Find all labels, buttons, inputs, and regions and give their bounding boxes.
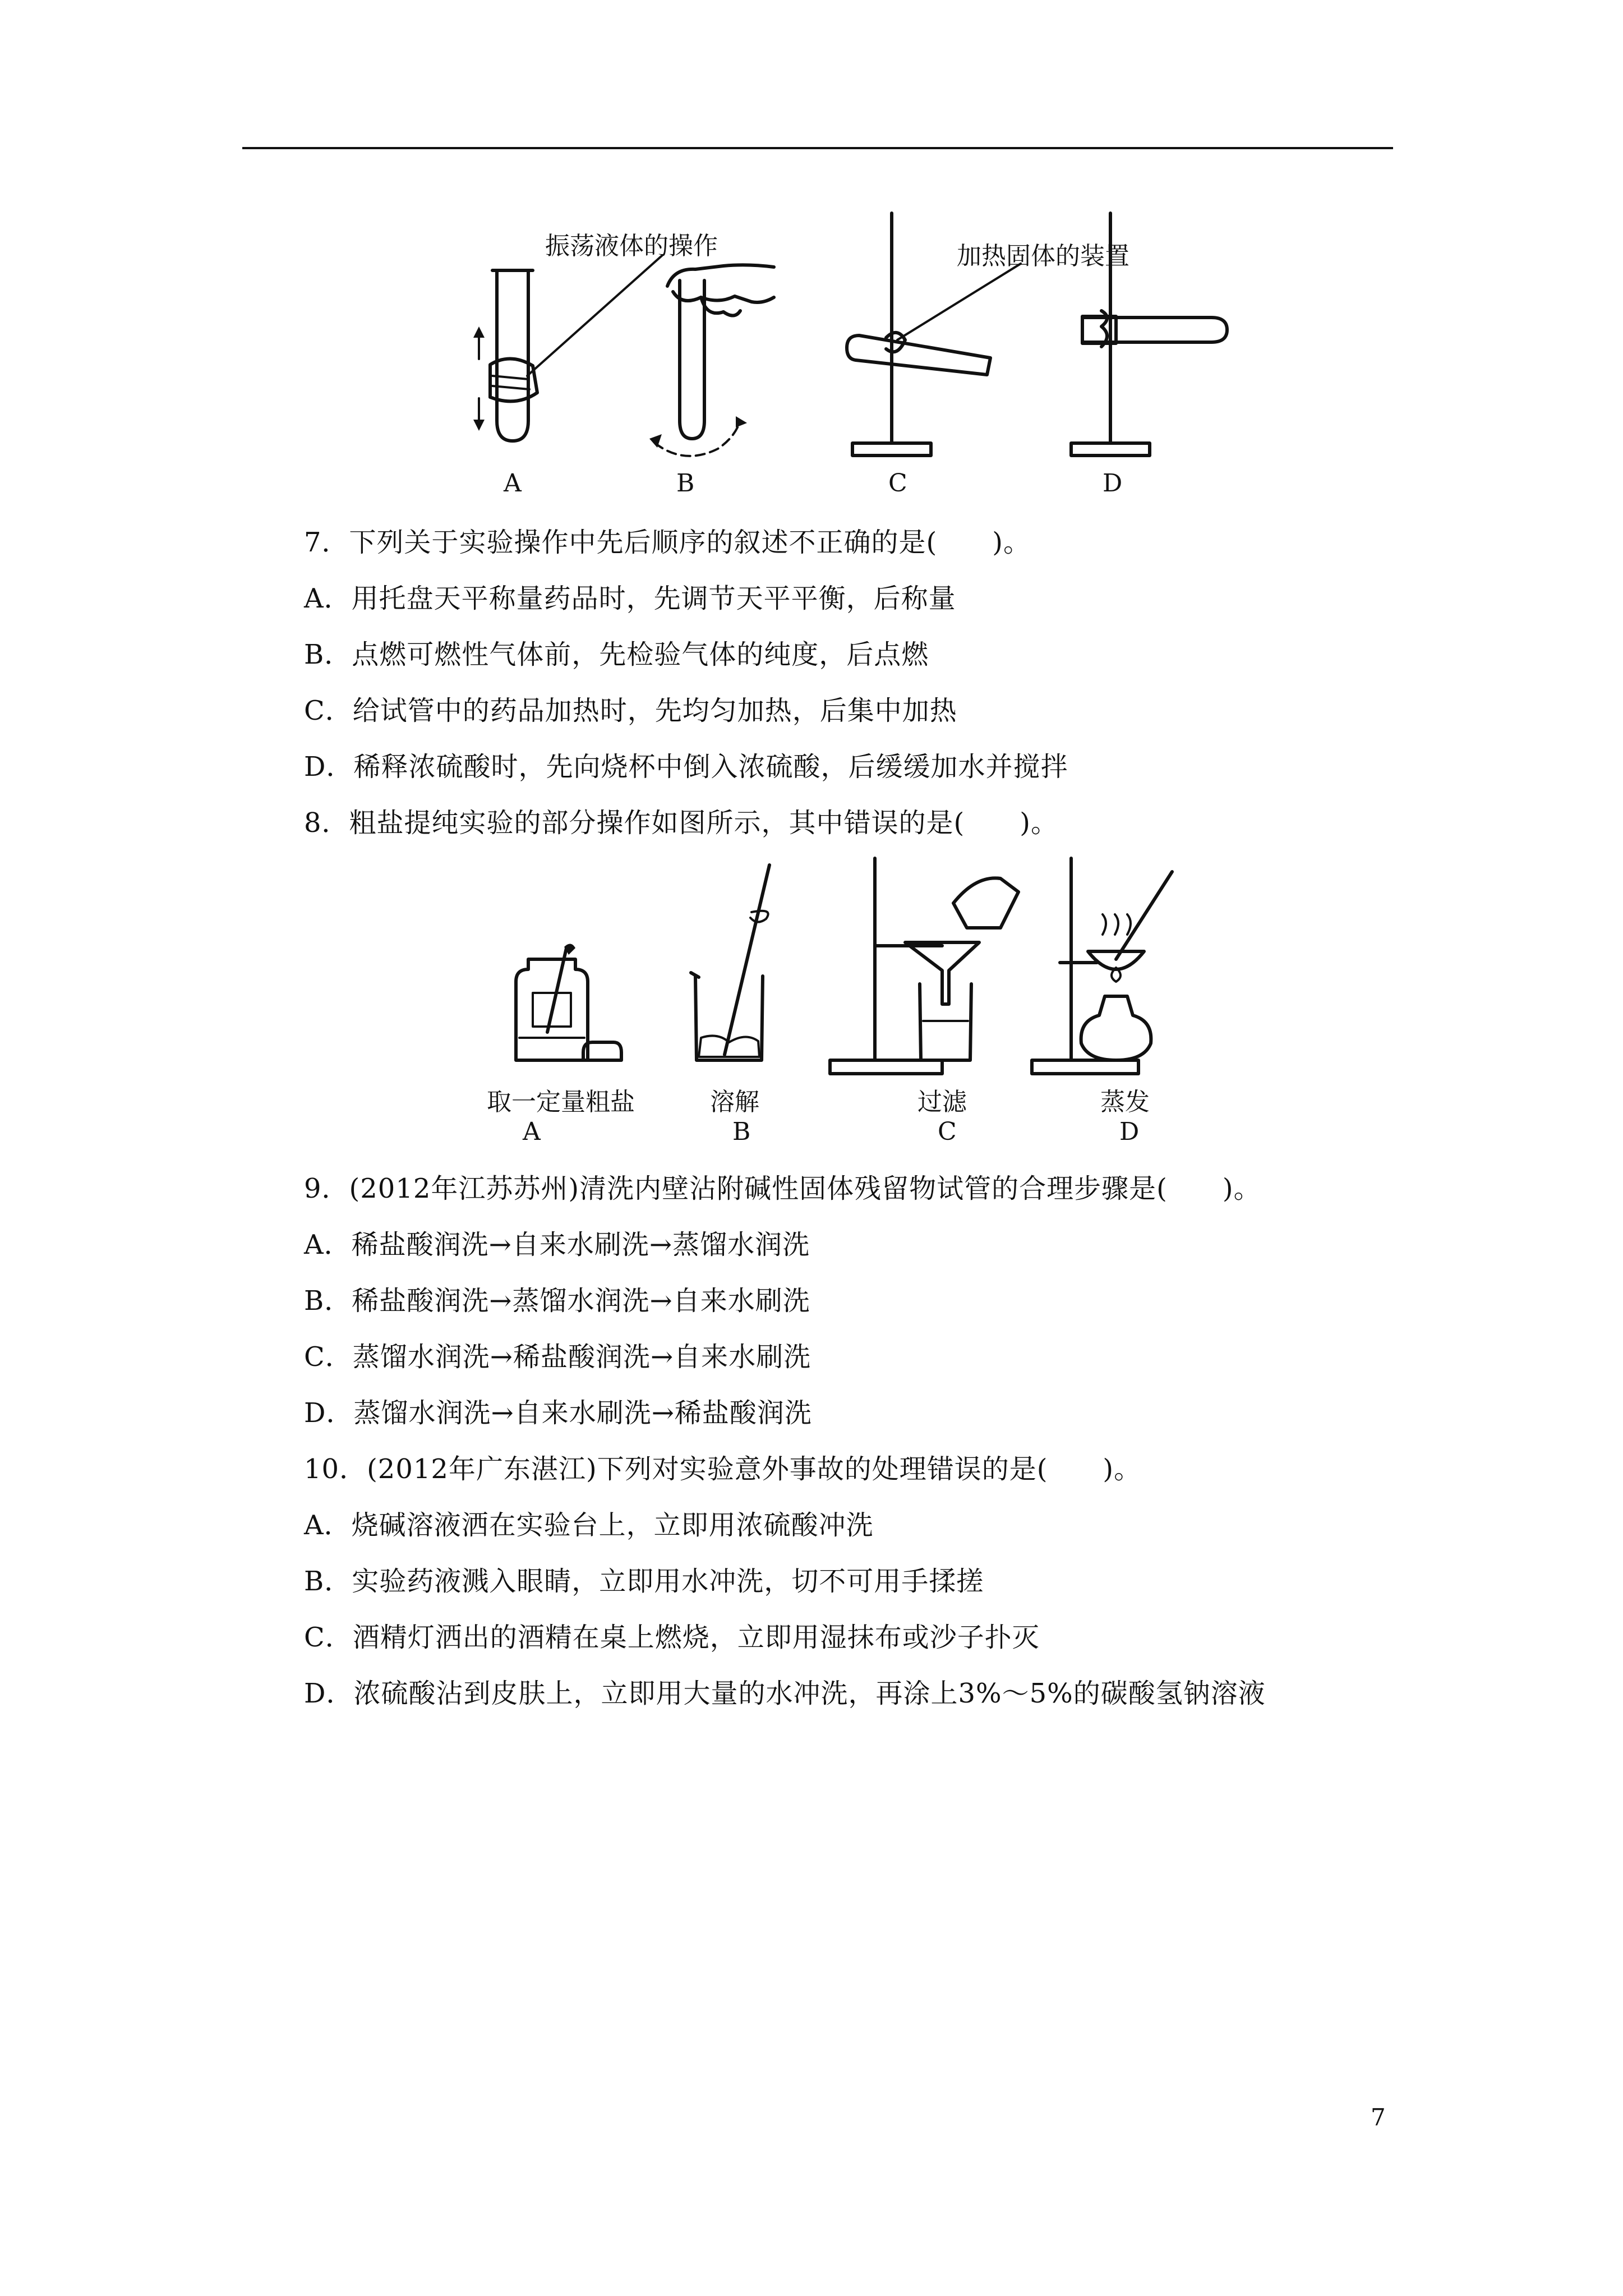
figure-salt-purification xyxy=(494,853,1223,1077)
bottle-a-drawing xyxy=(516,944,621,1060)
figure1-letter-b: B xyxy=(676,469,695,498)
q9-option-b: B．稀盐酸润洗→蒸馏水润洗→自来水刷洗 xyxy=(304,1285,810,1317)
q9-stem: 9．(2012年江苏苏州)清洗内壁沾附碱性固体残留物试管的合理步骤是( )。 xyxy=(304,1173,1261,1204)
q7-option-d: D．稀释浓硫酸时，先向烧杯中倒入浓硫酸，后缓缓加水并搅拌 xyxy=(304,751,1068,783)
figure2-letter-a: A xyxy=(523,1117,541,1146)
q10-option-a: A．烧碱溶液洒在实验台上，立即用浓硫酸冲洗 xyxy=(304,1510,874,1541)
figure2-caption-b: 溶解 xyxy=(710,1088,759,1116)
filtration-c-drawing xyxy=(830,858,1018,1074)
tube-a-drawing xyxy=(473,270,537,441)
beaker-b-drawing xyxy=(691,865,769,1060)
callout-line-heat xyxy=(897,264,1021,340)
tube-b-drawing xyxy=(649,265,774,455)
q10-option-d: D．浓硫酸沾到皮肤上，立即用大量的水冲洗，再涂上3%～5%的碳酸氢钠溶液 xyxy=(304,1678,1266,1709)
q8-stem: 8．粗盐提纯实验的部分操作如图所示，其中错误的是( )。 xyxy=(304,807,1058,839)
figure2-letter-b: B xyxy=(732,1117,751,1146)
figure2-caption-a: 取一定量粗盐 xyxy=(487,1088,635,1116)
q10-option-b: B．实验药液溅入眼睛，立即用水冲洗，切不可用手揉搓 xyxy=(304,1566,984,1597)
q7-option-c: C．给试管中的药品加热时，先均匀加热，后集中加热 xyxy=(304,695,957,726)
figure1-letter-c: C xyxy=(888,469,907,498)
q10-option-c: C．酒精灯洒出的酒精在桌上燃烧，立即用湿抹布或沙子扑灭 xyxy=(304,1622,1040,1653)
page-number: 7 xyxy=(1371,2104,1386,2131)
figure1-letter-a: A xyxy=(504,469,522,498)
callout-line-shake xyxy=(527,256,662,376)
q9-option-d: D．蒸馏水润洗→自来水刷洗→稀盐酸润洗 xyxy=(304,1397,812,1429)
figure1-letter-d: D xyxy=(1103,469,1123,498)
evaporation-d-drawing xyxy=(1032,858,1172,1074)
q7-option-a: A．用托盘天平称量药品时，先调节天平平衡，后称量 xyxy=(304,583,956,614)
q7-stem: 7．下列关于实验操作中先后顺序的叙述不正确的是( )。 xyxy=(304,527,1031,558)
figure2-caption-c: 过滤 xyxy=(917,1088,967,1116)
figure-salt-drawing xyxy=(494,853,1223,1077)
callout-heat-label: 加热固体的装置 xyxy=(957,242,1129,270)
figure2-letter-c: C xyxy=(938,1117,957,1146)
q9-option-c: C．蒸馏水润洗→稀盐酸润洗→自来水刷洗 xyxy=(304,1341,811,1373)
q10-stem: 10．(2012年广东湛江)下列对实验意外事故的处理错误的是( )。 xyxy=(304,1453,1142,1485)
figure2-letter-d: D xyxy=(1119,1117,1140,1146)
figure2-caption-d: 蒸发 xyxy=(1100,1088,1150,1116)
callout-shake-label: 振荡液体的操作 xyxy=(545,232,718,260)
q7-option-b: B．点燃可燃性气体前，先检验气体的纯度，后点燃 xyxy=(304,639,929,670)
header-rule xyxy=(242,147,1393,149)
q9-option-a: A．稀盐酸润洗→自来水刷洗→蒸馏水润洗 xyxy=(304,1229,810,1260)
